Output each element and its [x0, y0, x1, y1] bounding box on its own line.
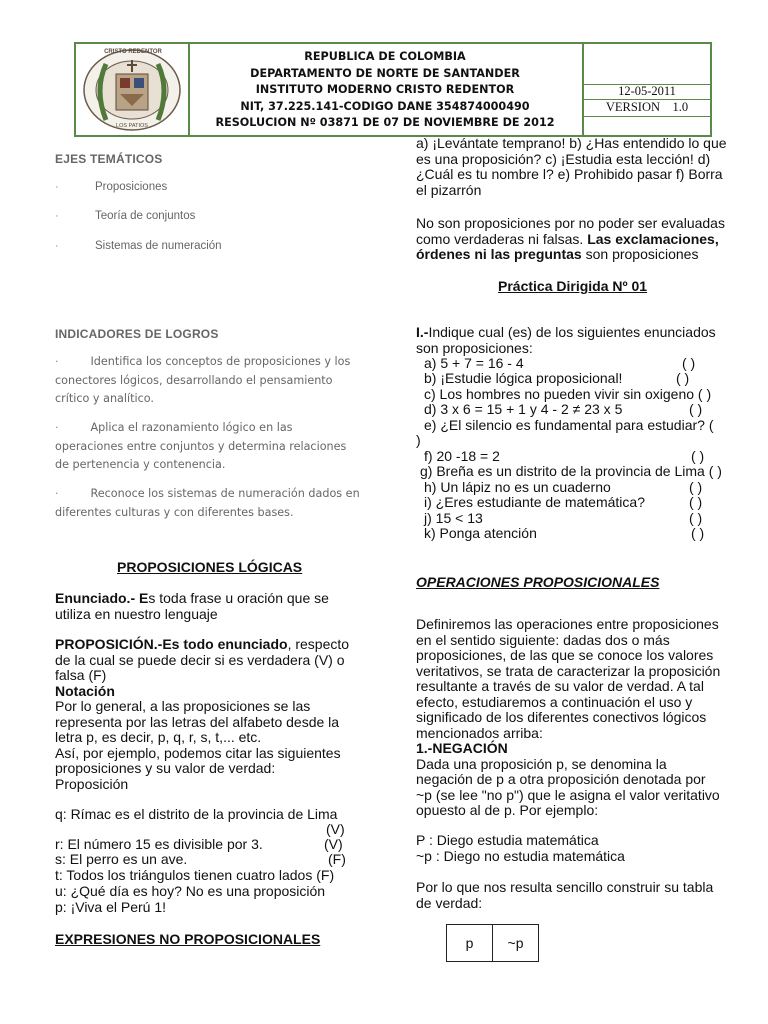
proposicion-text-line: de la cual se puede decir si es verdadera (V) o — [55, 651, 345, 668]
practice-title: Práctica Dirigida Nº 01 — [498, 278, 648, 294]
logro-line: crítico y analítico. — [55, 392, 154, 406]
text-line: en el sentido siguiente: dadas dos o más — [416, 631, 670, 648]
logro-item — [55, 485, 375, 522]
bullet: · — [55, 355, 59, 368]
no-prop-title: EXPRESIONES NO PROPOSICIONALES — [55, 931, 321, 947]
example-u: u: ¿Qué día es hoy? No es una proposición — [55, 883, 326, 899]
proposicion-term: PROPOSICIÓN.-Es todo enunciado — [55, 636, 288, 652]
text-emphasis: órdenes ni las preguntas — [416, 246, 582, 262]
school-logo — [76, 44, 190, 135]
document-control-cell — [584, 44, 710, 135]
exercise-item: d) 3 x 6 = 15 + 1 y 4 - 2 ≠ 23 x 5 — [424, 401, 623, 417]
logro-line: Reconoce los sistemas de numeración dados en — [90, 487, 360, 500]
example-t: t: Todos los triángulos tienen cuatro lados (F) — [55, 867, 335, 883]
notacion-line: Así, por ejemplo, podemos citar las siguientes — [55, 744, 341, 761]
text-line: son proposiciones: — [416, 339, 533, 356]
header-line-5: RESOLUCION Nº 03871 DE 07 DE NOVIEMBRE DE 2012 — [215, 116, 555, 130]
text-segment: Indique cual (es) de los siguientes enunciados — [428, 324, 716, 340]
institution-info — [188, 44, 584, 135]
text-line: negación de p a otra proposición denotada por — [416, 771, 706, 787]
exercise-item: b) ¡Estudie lógica proposicional! — [424, 370, 623, 386]
text-line: ¿Cuál es tu nombre l? e) Prohibido pasar f) Borra — [416, 166, 723, 182]
text-line: ~p (se lee "no p") que le asigna el valor veritativo — [416, 786, 720, 803]
example-p: p: ¡Viva el Perú 1! — [55, 899, 167, 915]
enunciado-term: Enunciado.- E — [55, 590, 149, 606]
ejes-item-label: Proposiciones — [95, 181, 168, 193]
exercise-answer-blank[interactable]: ( ) — [689, 494, 703, 510]
logro-line: operaciones entre conjuntos y determina relaciones — [55, 439, 347, 453]
example-r-value: (V) — [324, 836, 343, 852]
text-line: veritativos, se trata de caracterizar la proposición — [416, 662, 721, 679]
document-header — [74, 42, 712, 137]
example-r: r: El número 15 es divisible por 3. — [55, 836, 263, 852]
text-line: significado de los diferentes conectivos lógicos — [416, 709, 707, 725]
negation-heading: 1.-NEGACIÓN — [416, 740, 508, 756]
header-line-3: INSTITUTO MODERNO CRISTO REDENTOR — [255, 83, 515, 97]
exercise-item: j) 15 < 13 — [424, 510, 483, 526]
logro-line: Identifica los conceptos de proposiciones y los — [90, 355, 351, 368]
example-s: s: El perro es un ave. — [55, 851, 188, 867]
exercise-item: g) Breña es un distrito de la provincia de Lima ( ) — [420, 463, 722, 479]
exercise-item: e) ¿El silencio es fundamental para estudiar? ( — [424, 417, 714, 433]
text-segment: como verdaderas ni falsas. — [416, 230, 588, 247]
notacion-line: letra p, es decir, p, q, r, s, t,... etc. — [55, 729, 262, 745]
exercise-answer-blank[interactable]: ( ) — [691, 448, 705, 464]
proposicion-text: , respecto — [287, 636, 350, 652]
blank-control-row — [584, 44, 710, 85]
text-emphasis: Las exclamaciones, — [587, 230, 719, 247]
school-seal-icon — [76, 44, 188, 135]
no-prop-examples — [416, 136, 746, 198]
exercise-item: ) — [416, 432, 421, 448]
header-line-4: NIT, 37.225.141-CODIGO DANE 354874000490 — [240, 99, 530, 113]
no-prop-explanation — [416, 216, 746, 263]
exercise-answer-blank[interactable]: ( ) — [689, 479, 703, 495]
notacion-line: Proposición — [55, 775, 129, 792]
notacion-line: representa por las letras del alfabeto desde la — [55, 713, 340, 730]
negation-example-not-p: ~p : Diego no estudia matemática — [416, 848, 625, 864]
text-line: de verdad: — [416, 894, 483, 911]
logro-line: conectores lógicos, desarrollando el pensamiento — [55, 373, 333, 387]
exercise-answer-blank[interactable]: ( ) — [691, 525, 705, 541]
text-line: efecto, estudiaremos a continuación el uso y — [416, 693, 693, 710]
notacion-heading: Notación — [55, 682, 115, 699]
logro-item — [55, 419, 375, 475]
negation-example-p: P : Diego estudia matemática — [416, 832, 599, 848]
section-title: PROPOSICIONES LÓGICAS — [117, 559, 303, 575]
text-segment: son proposiciones — [581, 246, 699, 262]
enunciado-text: s toda frase u oración que se — [148, 590, 329, 606]
truth-table-header-p: p — [446, 924, 493, 962]
header-line-2: DEPARTAMENTO DE NORTE DE SANTANDER — [250, 66, 520, 80]
proposicion-text-line: falsa (F) — [55, 667, 107, 683]
logo-lettering-top: CRISTO REDENTOR — [104, 49, 162, 55]
example-s-value: (F) — [328, 851, 346, 867]
exercise-item: k) Ponga atención — [424, 525, 537, 541]
example-q: q: Rímac es el distrito de la provincia de Lima — [55, 806, 338, 822]
operations-title: OPERACIONES PROPOSICIONALES — [416, 574, 660, 590]
operations-definition — [416, 617, 751, 819]
exercise-answer-blank[interactable]: ( ) — [689, 510, 703, 526]
text-line: Por lo que nos resulta sencillo construir su tabla — [416, 879, 714, 895]
exercise-number: I.- — [416, 324, 429, 340]
text-line: proposiciones, de las que se conoce los valores — [416, 647, 714, 663]
logo-lettering-bottom: LOS PATIOS — [116, 123, 148, 129]
header-line-1: REPUBLICA DE COLOMBIA — [304, 50, 466, 63]
text-line: Definiremos las operaciones entre proposiciones — [416, 616, 719, 632]
exercise-item: f) 20 -18 = 2 — [424, 448, 500, 464]
exercise-item: a) 5 + 7 = 16 - 4 — [424, 355, 524, 371]
text-line: el pizarrón — [416, 181, 482, 198]
text-line: mencionados arriba: — [416, 724, 543, 741]
text-line: resultante a través de su valor de verdad. A tal — [416, 678, 704, 694]
logros-title: INDICADORES DE LOGROS — [55, 327, 219, 341]
logro-item — [55, 353, 375, 409]
exercise-answer-blank[interactable]: ( ) — [676, 370, 690, 386]
ejes-item-label: Sistemas de numeración — [95, 240, 222, 252]
version-row — [584, 99, 710, 117]
bullet: · — [55, 421, 59, 434]
text-line: es una proposición? c) ¡Estudia esta lección! d) — [416, 150, 711, 167]
text-line: No son proposiciones por no poder ser evaluadas — [416, 215, 725, 231]
truth-table-header-not-p: ~p — [492, 924, 539, 962]
truth-table-intro — [416, 880, 751, 911]
proposicion-definition — [55, 637, 375, 792]
logro-line: diferentes culturas y con diferentes bases. — [55, 505, 294, 519]
bullet: · — [55, 210, 59, 222]
bullet: · — [55, 487, 59, 500]
logro-line: Aplica el razonamiento lógico en las — [90, 421, 293, 434]
logro-line: de pertenencia y contenencia. — [55, 458, 226, 472]
version-value: 1.0 — [672, 100, 689, 114]
example-q-value: (V) — [326, 821, 345, 837]
ejes-item — [55, 181, 59, 193]
ejes-item-label: Teoría de conjuntos — [95, 210, 196, 222]
ejes-item — [55, 240, 59, 252]
exercise-item: c) Los hombres no pueden vivir sin oxigeno ( ) — [424, 386, 712, 402]
text-line: opuesto al de p. Por ejemplo: — [416, 802, 599, 818]
enunciado-definition — [55, 591, 375, 622]
version-label: VERSION — [605, 100, 661, 114]
exercise-answer-blank[interactable]: ( ) — [682, 355, 696, 371]
text-line: a) ¡Levántate temprano! b) ¿Has entendido lo que — [416, 135, 727, 151]
enunciado-text-line: utiliza en nuestro lenguaje — [55, 605, 218, 622]
bullet: · — [55, 181, 59, 193]
exercise-item: i) ¿Eres estudiante de matemática? — [424, 494, 645, 510]
date-row: 12-05-2011 — [584, 84, 710, 100]
ejes-title: EJES TEMÁTICOS — [55, 152, 163, 166]
ejes-item — [55, 210, 59, 222]
exercise-item: h) Un lápiz no es un cuaderno — [424, 479, 611, 495]
exercise-instructions — [416, 325, 746, 356]
text-line: Dada una proposición p, se denomina la — [416, 755, 667, 772]
notacion-line: proposiciones y su valor de verdad: — [55, 760, 276, 776]
bullet: · — [55, 240, 59, 252]
exercise-answer-blank[interactable]: ( ) — [689, 401, 703, 417]
notacion-line: Por lo general, a las proposiciones se las — [55, 698, 311, 714]
